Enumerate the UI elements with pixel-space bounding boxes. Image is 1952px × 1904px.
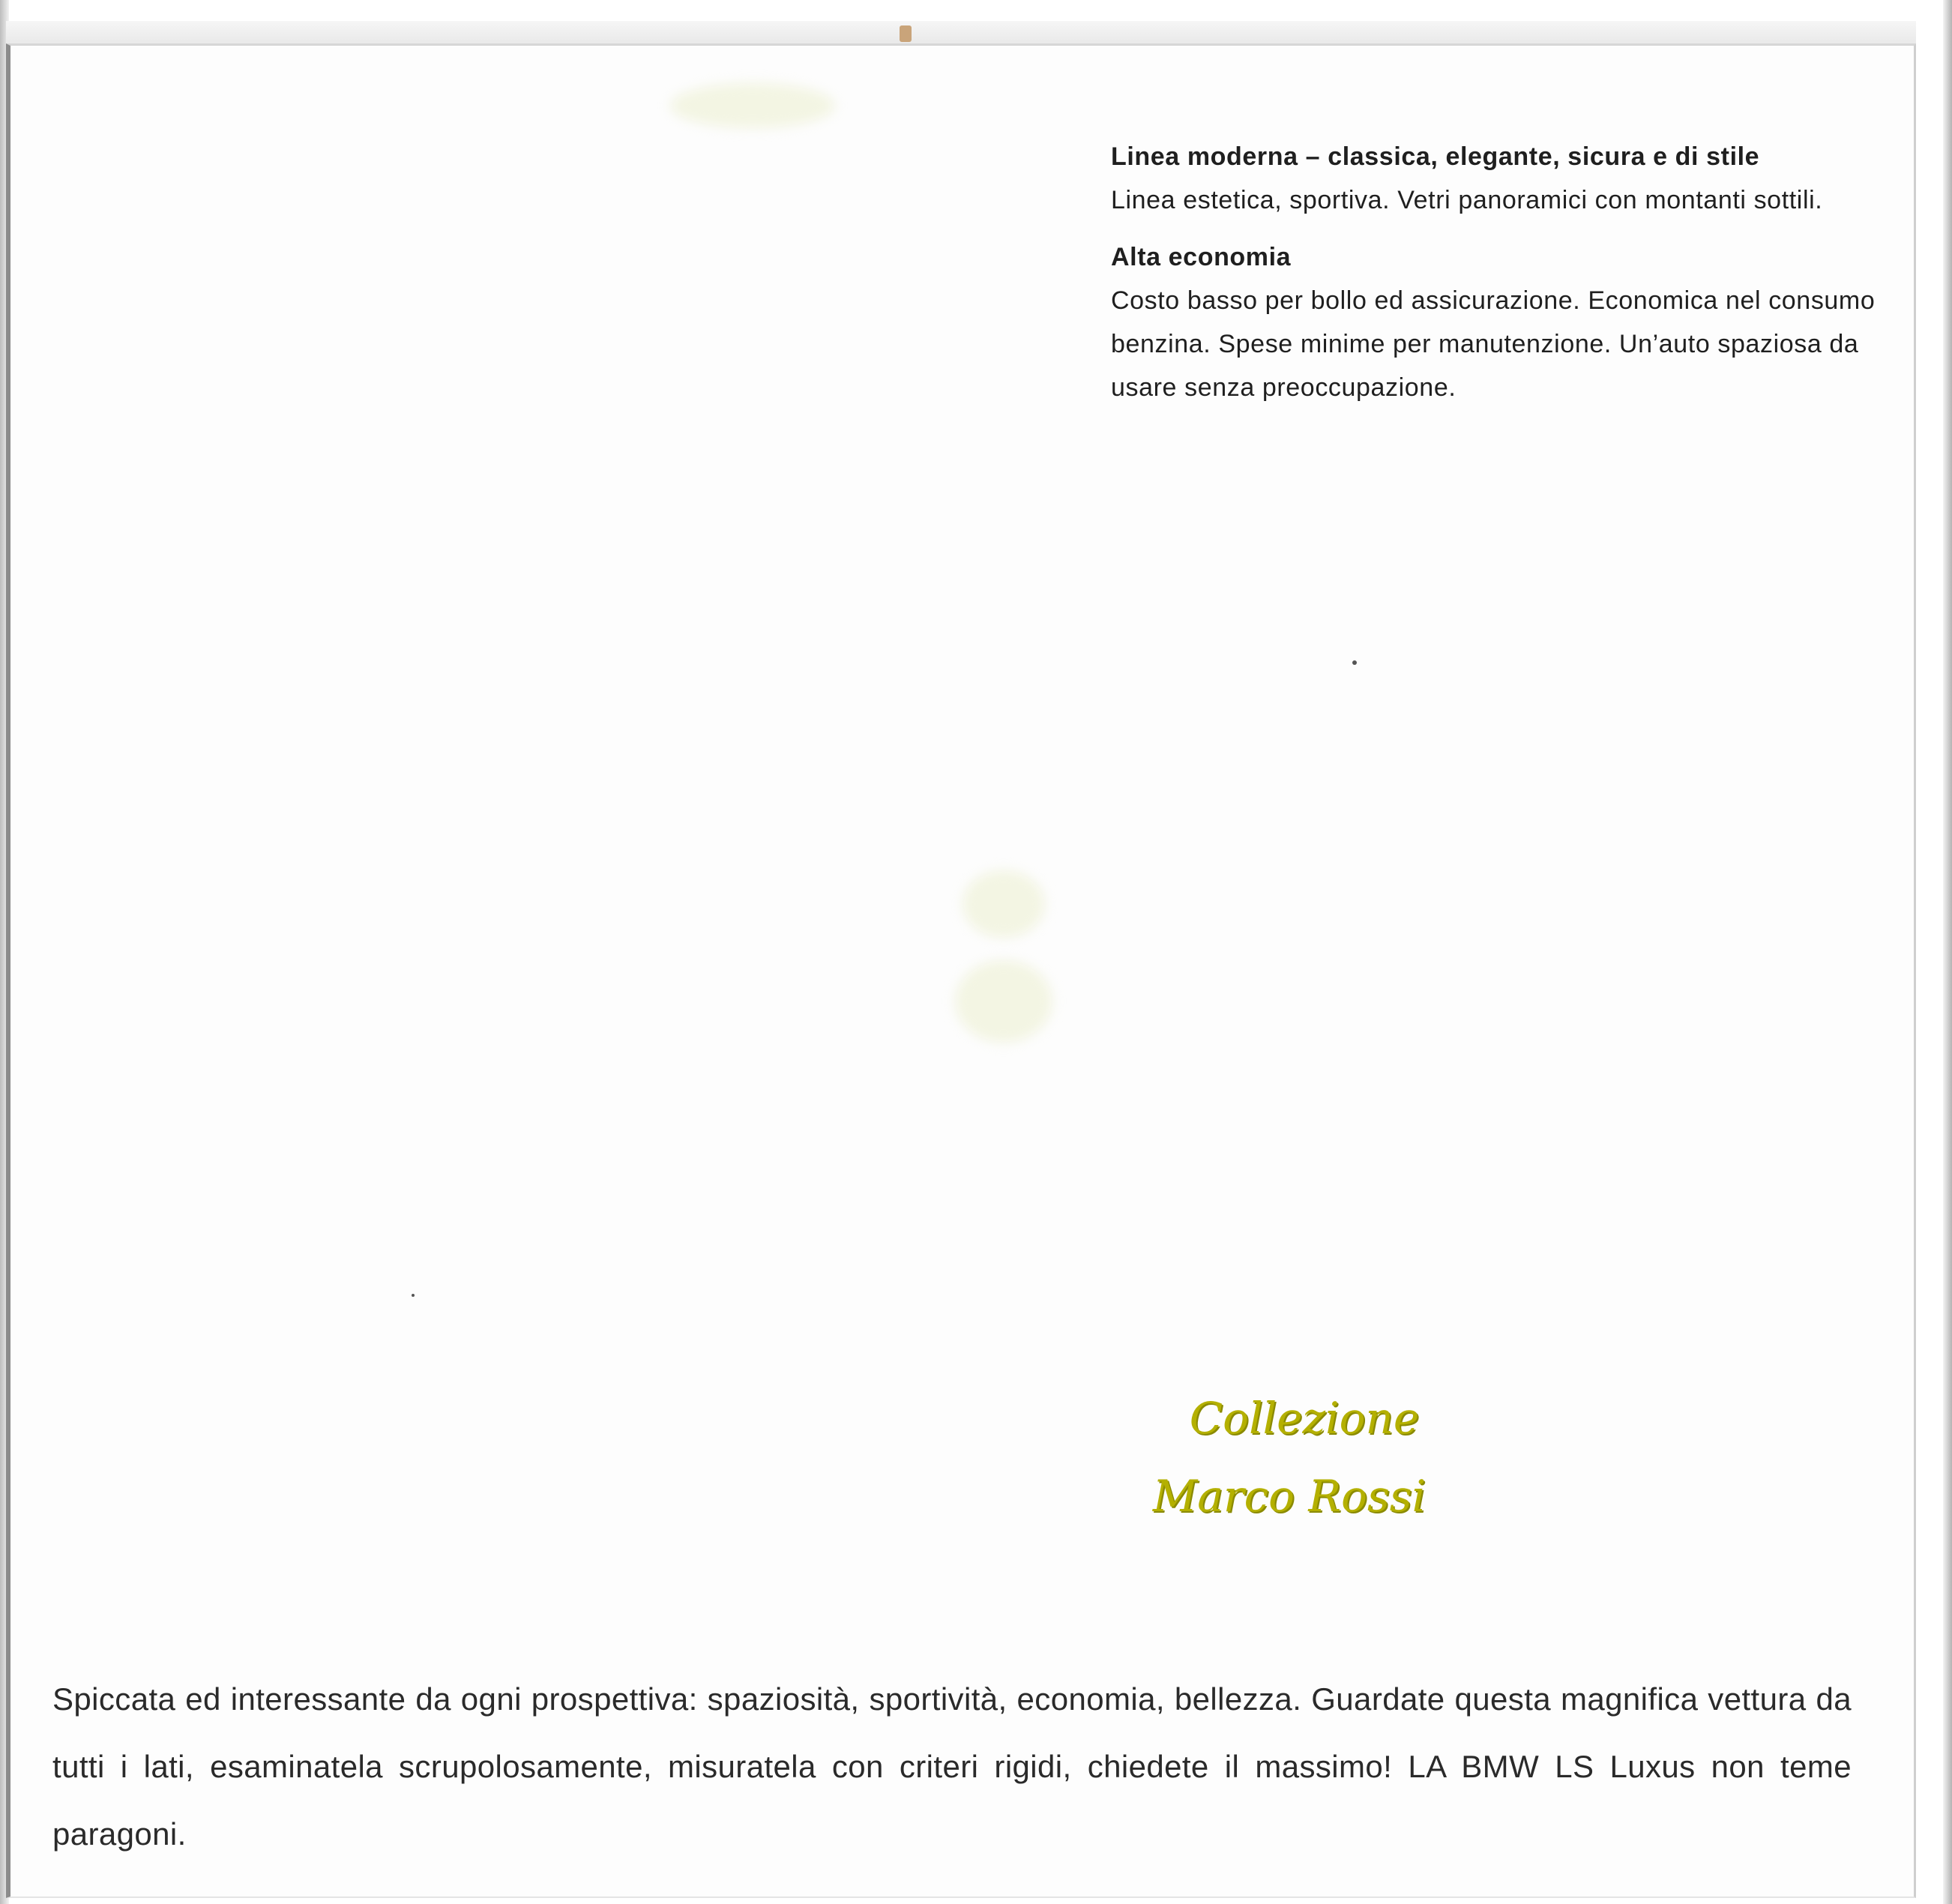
- scan-edge-right: [1943, 0, 1952, 1904]
- dust-speck: [1352, 660, 1357, 665]
- spec-alta-economia: [1111, 235, 1906, 409]
- watermark-line-1: Collezione: [1189, 1393, 1420, 1444]
- page-top-binding: [6, 21, 1916, 45]
- intro-paragraph: Spiccata ed interessante da ogni prospettiva: spaziosità, sportività, economia, bellezza. Guardate questa magnifica vettura da tutti i lati, esaminatela scrupolosamente, misuratela con criteri rigidi, chiedete il massimo! LA BMW LS Luxus non teme paragoni.: [52, 1681, 1852, 1852]
- watermark-line-2: Marco Rossi: [1152, 1471, 1427, 1522]
- spec-body: Linea estetica, sportiva. Vetri panoramici con montanti sottili.: [1111, 186, 1823, 214]
- feature-specs: [1111, 135, 1906, 409]
- dust-speck: [412, 1294, 415, 1297]
- collection-watermark: [1139, 1379, 1454, 1535]
- spec-heading: Linea moderna – classica, elegante, sicura e di stile: [1111, 142, 1760, 171]
- paper-stain: [955, 960, 1052, 1043]
- staple-mark: [900, 25, 912, 42]
- spec-linea-moderna: [1111, 135, 1906, 222]
- spec-heading: Alta economia: [1111, 243, 1292, 271]
- spec-body: Costo basso per bollo ed assicurazione. Economica nel consumo benzina. Spese minime per manutenzione. Un’auto spaziosa da usare senza preoccupazione.: [1111, 286, 1876, 402]
- paper-stain: [670, 83, 835, 128]
- paper-stain: [963, 870, 1045, 938]
